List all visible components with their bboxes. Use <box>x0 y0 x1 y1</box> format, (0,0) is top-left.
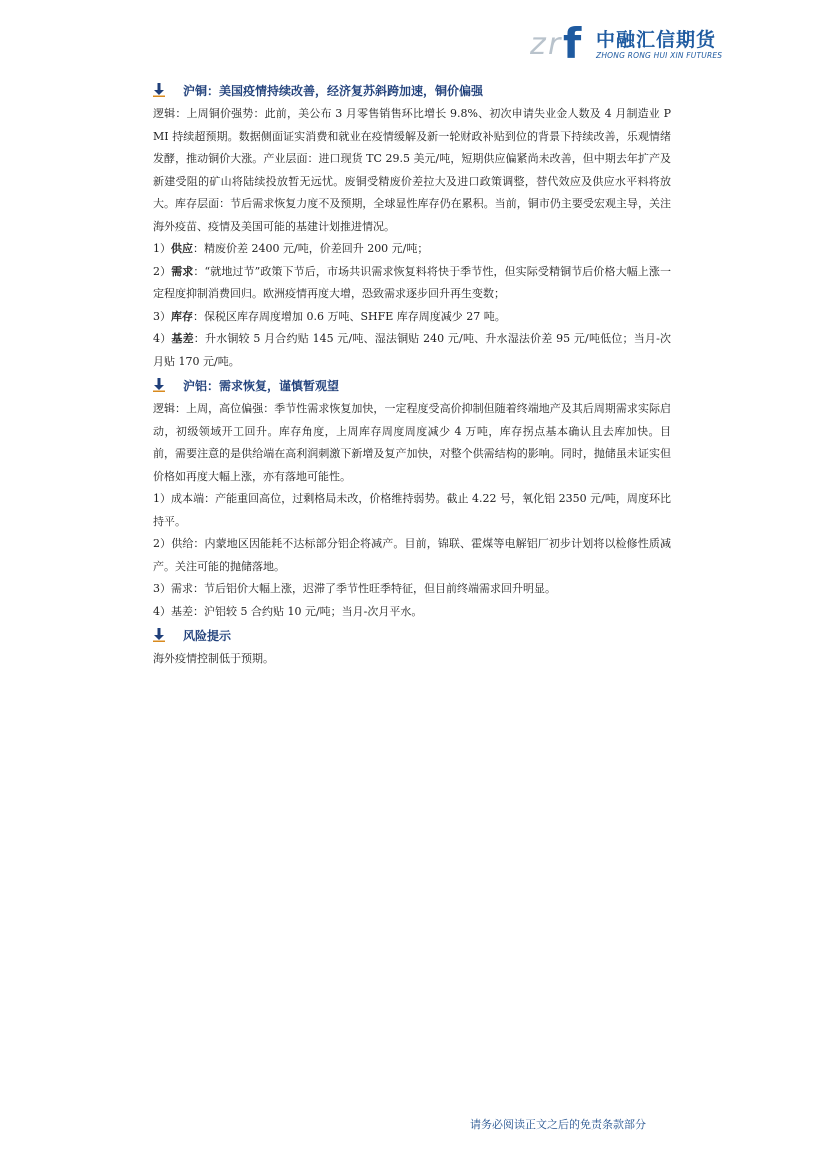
report-body <box>153 78 671 671</box>
logo-english-name: ZHONG RONG HUI XIN FUTURES <box>596 51 723 60</box>
section-heading-copper <box>153 80 671 102</box>
company-logo <box>530 20 723 64</box>
section-heading-risk <box>153 625 671 647</box>
section-heading-aluminum <box>153 375 671 397</box>
aluminum-item-cost: 1）成本端：产能重回高位，过剩格局未改，价格维持弱势。截止 4.22 号，氧化铝 2350 元/吨，周度环比持平。 <box>153 492 671 528</box>
copper-item-supply: 1）供应：精废价差 2400 元/吨，价差回升 200 元/吨； <box>153 242 429 255</box>
arrow-bullet-icon <box>153 378 165 392</box>
copper-item-basis: 4）基差：升水铜较 5 月合约贴 145 元/吨、湿法铜贴 240 元/吨、升水湿法价差 95 元/吨低位；当月-次月贴 170 元/吨。 <box>153 332 672 368</box>
svg-text:z: z <box>530 27 546 62</box>
heading-text: 沪铜：美国疫情持续改善，经济复苏斜跨加速，铜价偏强 <box>183 84 484 98</box>
aluminum-item-basis: 4）基差：沪铝较 5 合约贴 10 元/吨；当月-次月平水。 <box>153 604 423 618</box>
heading-text: 风险提示 <box>183 629 232 643</box>
aluminum-logic-paragraph: 逻辑：上周，高位偏强：季节性需求恢复加快，一定程度受高价抑制但随着终端地产及其后周期需求实际启动，初级领域开工回升。库存角度，上周库存周度周度减少 4 万吨，库存拐点基本确认且去库加快。目前，需要注意的是供给端在高利润刺激下新增及复产加快，对整个供需结构的影响。同时，抛储虽未证实但价格如再度大幅上涨，亦有落地可能性。 <box>153 402 671 483</box>
aluminum-item-demand: 3）需求：节后铝价大幅上涨，迟滞了季节性旺季特征，但目前终端需求回升明显。 <box>153 582 556 595</box>
zrf-logo-mark-icon <box>530 20 592 64</box>
arrow-bullet-icon <box>153 83 165 97</box>
svg-text:f: f <box>563 20 582 64</box>
copper-logic-paragraph: 逻辑：上周铜价强势：此前，美公布 3 月零售销售环比增长 9.8%、初次申请失业金人数及 4 月制造业 PMI 持续超预期。数据侧面证实消费和就业在疫情缓解及新一轮财政补贴到位的背景下持续改善，乐观情绪发酵，推动铜价大涨。产业层面：进口现货 TC 29.5 美元/吨，短期供应偏紧尚未改善，但中期去年扩产及新建受阻的矿山将陆续投放暂无远忧。废铜受精废价差拉大及进口政策调整，替代效应及供应水平料将放大。库存层面：节后需求恢复力度不及预期，全球显性库存仍在累积。当前，铜市仍主要受宏观主导，关注海外疫苗、疫情及美国可能的基建计划推进情况。 <box>153 107 671 233</box>
copper-item-demand: 2）需求：“就地过节”政策下节后，市场共识需求恢复料将快于季节性，但实际受精铜节后价格大幅上涨一定程度抑制消费回归。欧洲疫情再度大增，恐致需求逐步回升再生变数； <box>153 264 671 300</box>
aluminum-item-supply: 2）供给：内蒙地区因能耗不达标部分铝企将减产。目前，锦联、霍煤等电解铝厂初步计划将以检修性质减产。关注可能的抛储落地。 <box>153 537 671 573</box>
arrow-bullet-icon <box>153 628 165 642</box>
svg-text:r: r <box>548 27 561 62</box>
risk-paragraph: 海外疫情控制低于预期。 <box>153 652 274 665</box>
disclaimer-footer: 请务必阅读正文之后的免责条款部分 <box>470 1118 646 1131</box>
copper-item-inventory: 3）库存：保税区库存周度增加 0.6 万吨、SHFE 库存周度减少 27 吨。 <box>153 309 506 323</box>
logo-chinese-name: 中融汇信期货 <box>596 29 717 51</box>
heading-text: 沪铝：需求恢复，谨慎暂观望 <box>183 379 340 393</box>
